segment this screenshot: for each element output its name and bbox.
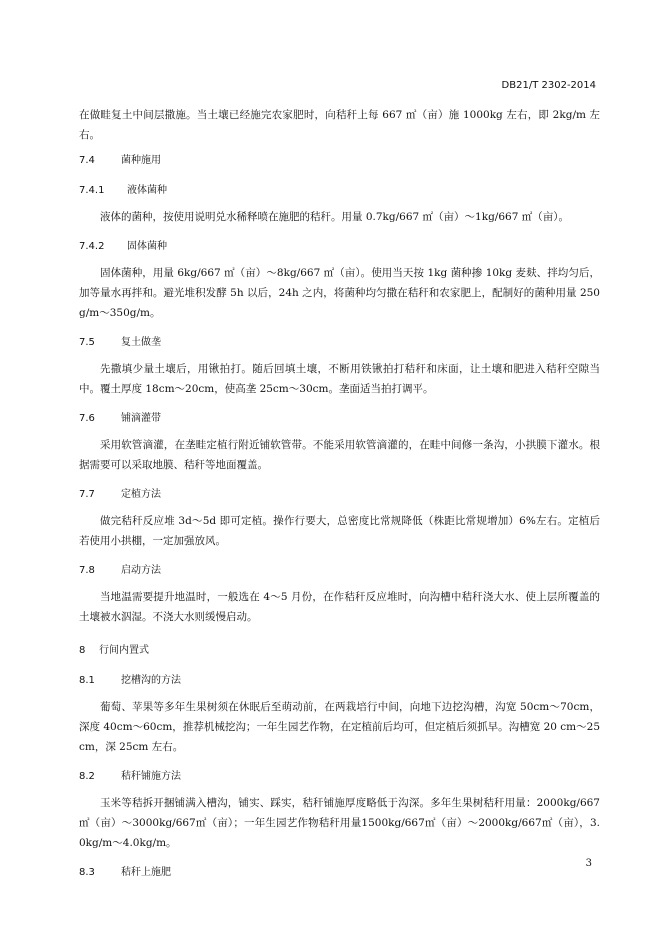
page-number: 3: [585, 858, 592, 869]
paragraph: 做完秸秆反应堆 3d～5d 即可定植。操作行要大，总密度比常规降低（株距比常规增加）6%左右。定植后若使用小拱棚，一定加强放风。: [79, 515, 600, 547]
paragraph: 固体菌种，用量 6kg/667 ㎡（亩）～8kg/667 ㎡（亩）。使用当天按 1kg 菌种掺 10kg 麦麸、拌均匀后，加等量水再拌和。避光堆积发酵 5h 以后，24h 之内，将菌种均匀撒在秸秆和农家肥上，配制好的菌种用量 250g/m～350g/m。: [79, 267, 600, 319]
section-heading-7-4-1: [79, 181, 600, 201]
section-heading-7-4-2: [79, 237, 600, 257]
document-body: [79, 105, 600, 889]
paragraph: 采用软管滴灌，在垄畦定植行附近铺软管带。不能采用软管滴灌的，在畦中间修一条沟，小拱膜下灌水。根据需要可以采取地膜、秸秆等地面覆盖。: [79, 439, 600, 471]
section-title: 复土做垄: [121, 337, 161, 348]
paragraph: 玉米等秸拆开捆铺满入槽沟，铺实、踩实，秸秆铺施厚度略低于沟深。多年生果树秸秆用量：2000kg/667㎡（亩）～3000kg/667㎡（亩）；一年生园艺作物秸秆用量1500kg/667㎡（亩）～2000kg/667㎡（亩），3.0kg/m～4.0kg/m。: [79, 797, 600, 849]
section-number: 7.4: [79, 155, 95, 166]
standard-code: DB21/T 2302-2014: [501, 80, 596, 91]
section-number: 8.2: [79, 771, 95, 782]
section-number: 8.3: [79, 867, 95, 878]
section-number: 7.4.2: [79, 241, 105, 252]
paragraph: 葡萄、苹果等多年生果树须在休眠后至萌动前，在两栽培行中间，向地下边挖沟槽，沟宽 50cm～70cm，深度 40cm～60cm，推荐机械挖沟；一年生园艺作物，在定植前后均可，但定植后须抓早。沟槽宽 20 cm～25 cm，深 25cm 左右。: [79, 701, 600, 753]
section-title: 秸秆铺施方法: [121, 771, 181, 782]
section-title: 菌种施用: [121, 155, 161, 166]
section-heading-8-1: [79, 671, 600, 691]
section-number: 8.1: [79, 675, 95, 686]
section-title: 秸秆上施肥: [121, 867, 171, 878]
paragraph: 当地温需要提升地温时，一般选在 4～5 月份，在作秸秆反应堆时，向沟槽中秸秆浇大水、使上层所覆盖的土壤被水泅湿。不浇大水则缓慢启动。: [79, 591, 600, 623]
section-number: 7.4.1: [79, 185, 105, 196]
section-heading-7-5: [79, 333, 600, 353]
section-heading-7-8: [79, 561, 600, 581]
section-title: 铺滴灌带: [121, 413, 161, 424]
section-title: 行间内置式: [99, 645, 149, 656]
section-heading-7-7: [79, 485, 600, 505]
section-heading-8-2: [79, 767, 600, 787]
section-number: 7.8: [79, 565, 95, 576]
section-title: 挖槽沟的方法: [121, 675, 181, 686]
section-heading-7-6: [79, 409, 600, 429]
section-heading-8: [79, 641, 600, 661]
section-number: 7.5: [79, 337, 95, 348]
section-number: 7.6: [79, 413, 95, 424]
section-number: 7.7: [79, 489, 95, 500]
section-title: 定植方法: [121, 489, 161, 500]
section-title: 液体菌种: [127, 185, 167, 196]
paragraph: 在做畦复土中间层撒施。当土壤已经施完农家肥时，向秸秆上每 667 ㎡（亩）施 1000kg 左右，即 2kg/m 左右。: [79, 109, 600, 141]
section-title: 固体菌种: [127, 241, 167, 252]
paragraph: 液体的菌种，按使用说明兑水稀释喷在施肥的秸秆。用量 0.7kg/667 ㎡（亩）～1kg/667 ㎡（亩）。: [100, 211, 569, 223]
section-number: 8: [79, 645, 86, 656]
section-heading-8-3: [79, 863, 600, 883]
paragraph: 先撒填少量土壤后，用锹拍打。随后回填土壤，不断用铁锹拍打秸秆和床面，让土壤和肥进入秸秆空隙当中。覆土厚度 18cm～20cm，使高垄 25cm～30cm。垄面适当拍打调平。: [79, 363, 600, 395]
section-heading-7-4: [79, 151, 600, 171]
section-title: 启动方法: [121, 565, 161, 576]
